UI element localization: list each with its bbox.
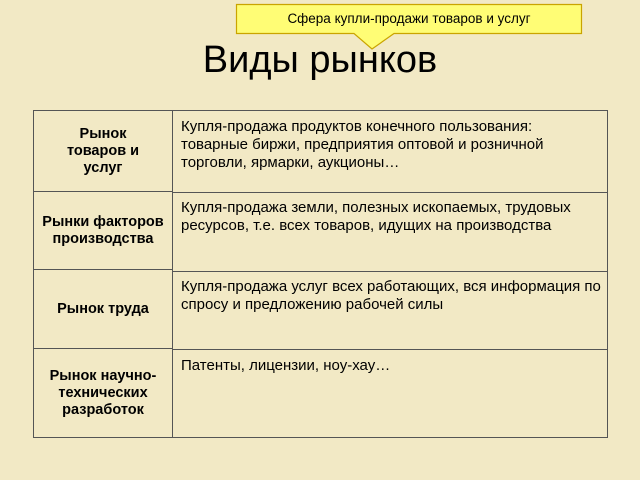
table-row-divider	[172, 192, 607, 193]
market-name: Рынки факторов производства	[42, 213, 164, 247]
market-description: Купля-продажа услуг всех работающих, вся информация по спросу и предложению рабочей силы	[181, 278, 601, 313]
callout	[236, 4, 582, 34]
callout-text: Сфера купли-продажи товаров и услуг	[287, 11, 531, 26]
page-title: Виды рынков	[202, 39, 438, 81]
table-row-divider	[172, 349, 607, 350]
market-description: Патенты, лицензии, ноу-хау…	[181, 357, 391, 374]
market-name: Рынок товаров и услуг	[66, 125, 140, 176]
market-name-cell	[34, 192, 172, 269]
markets-table	[33, 110, 608, 438]
market-description: Купля-продажа продуктов конечного пользования: товарные биржи, предприятия оптовой и розничной торговли, ярмарки, аукционы…	[181, 118, 544, 171]
table-row-divider	[172, 271, 607, 272]
market-name: Рынок труда	[57, 300, 149, 317]
market-name: Рынок научно-технических разработок	[49, 367, 157, 418]
table-column-divider	[172, 111, 173, 437]
market-name-cell	[34, 111, 172, 191]
market-name-cell	[34, 270, 172, 348]
market-name-cell	[34, 349, 172, 437]
market-description: Купля-продажа земли, полезных ископаемых, трудовых ресурсов, т.е. всех товаров, идущих на производства	[181, 199, 571, 234]
